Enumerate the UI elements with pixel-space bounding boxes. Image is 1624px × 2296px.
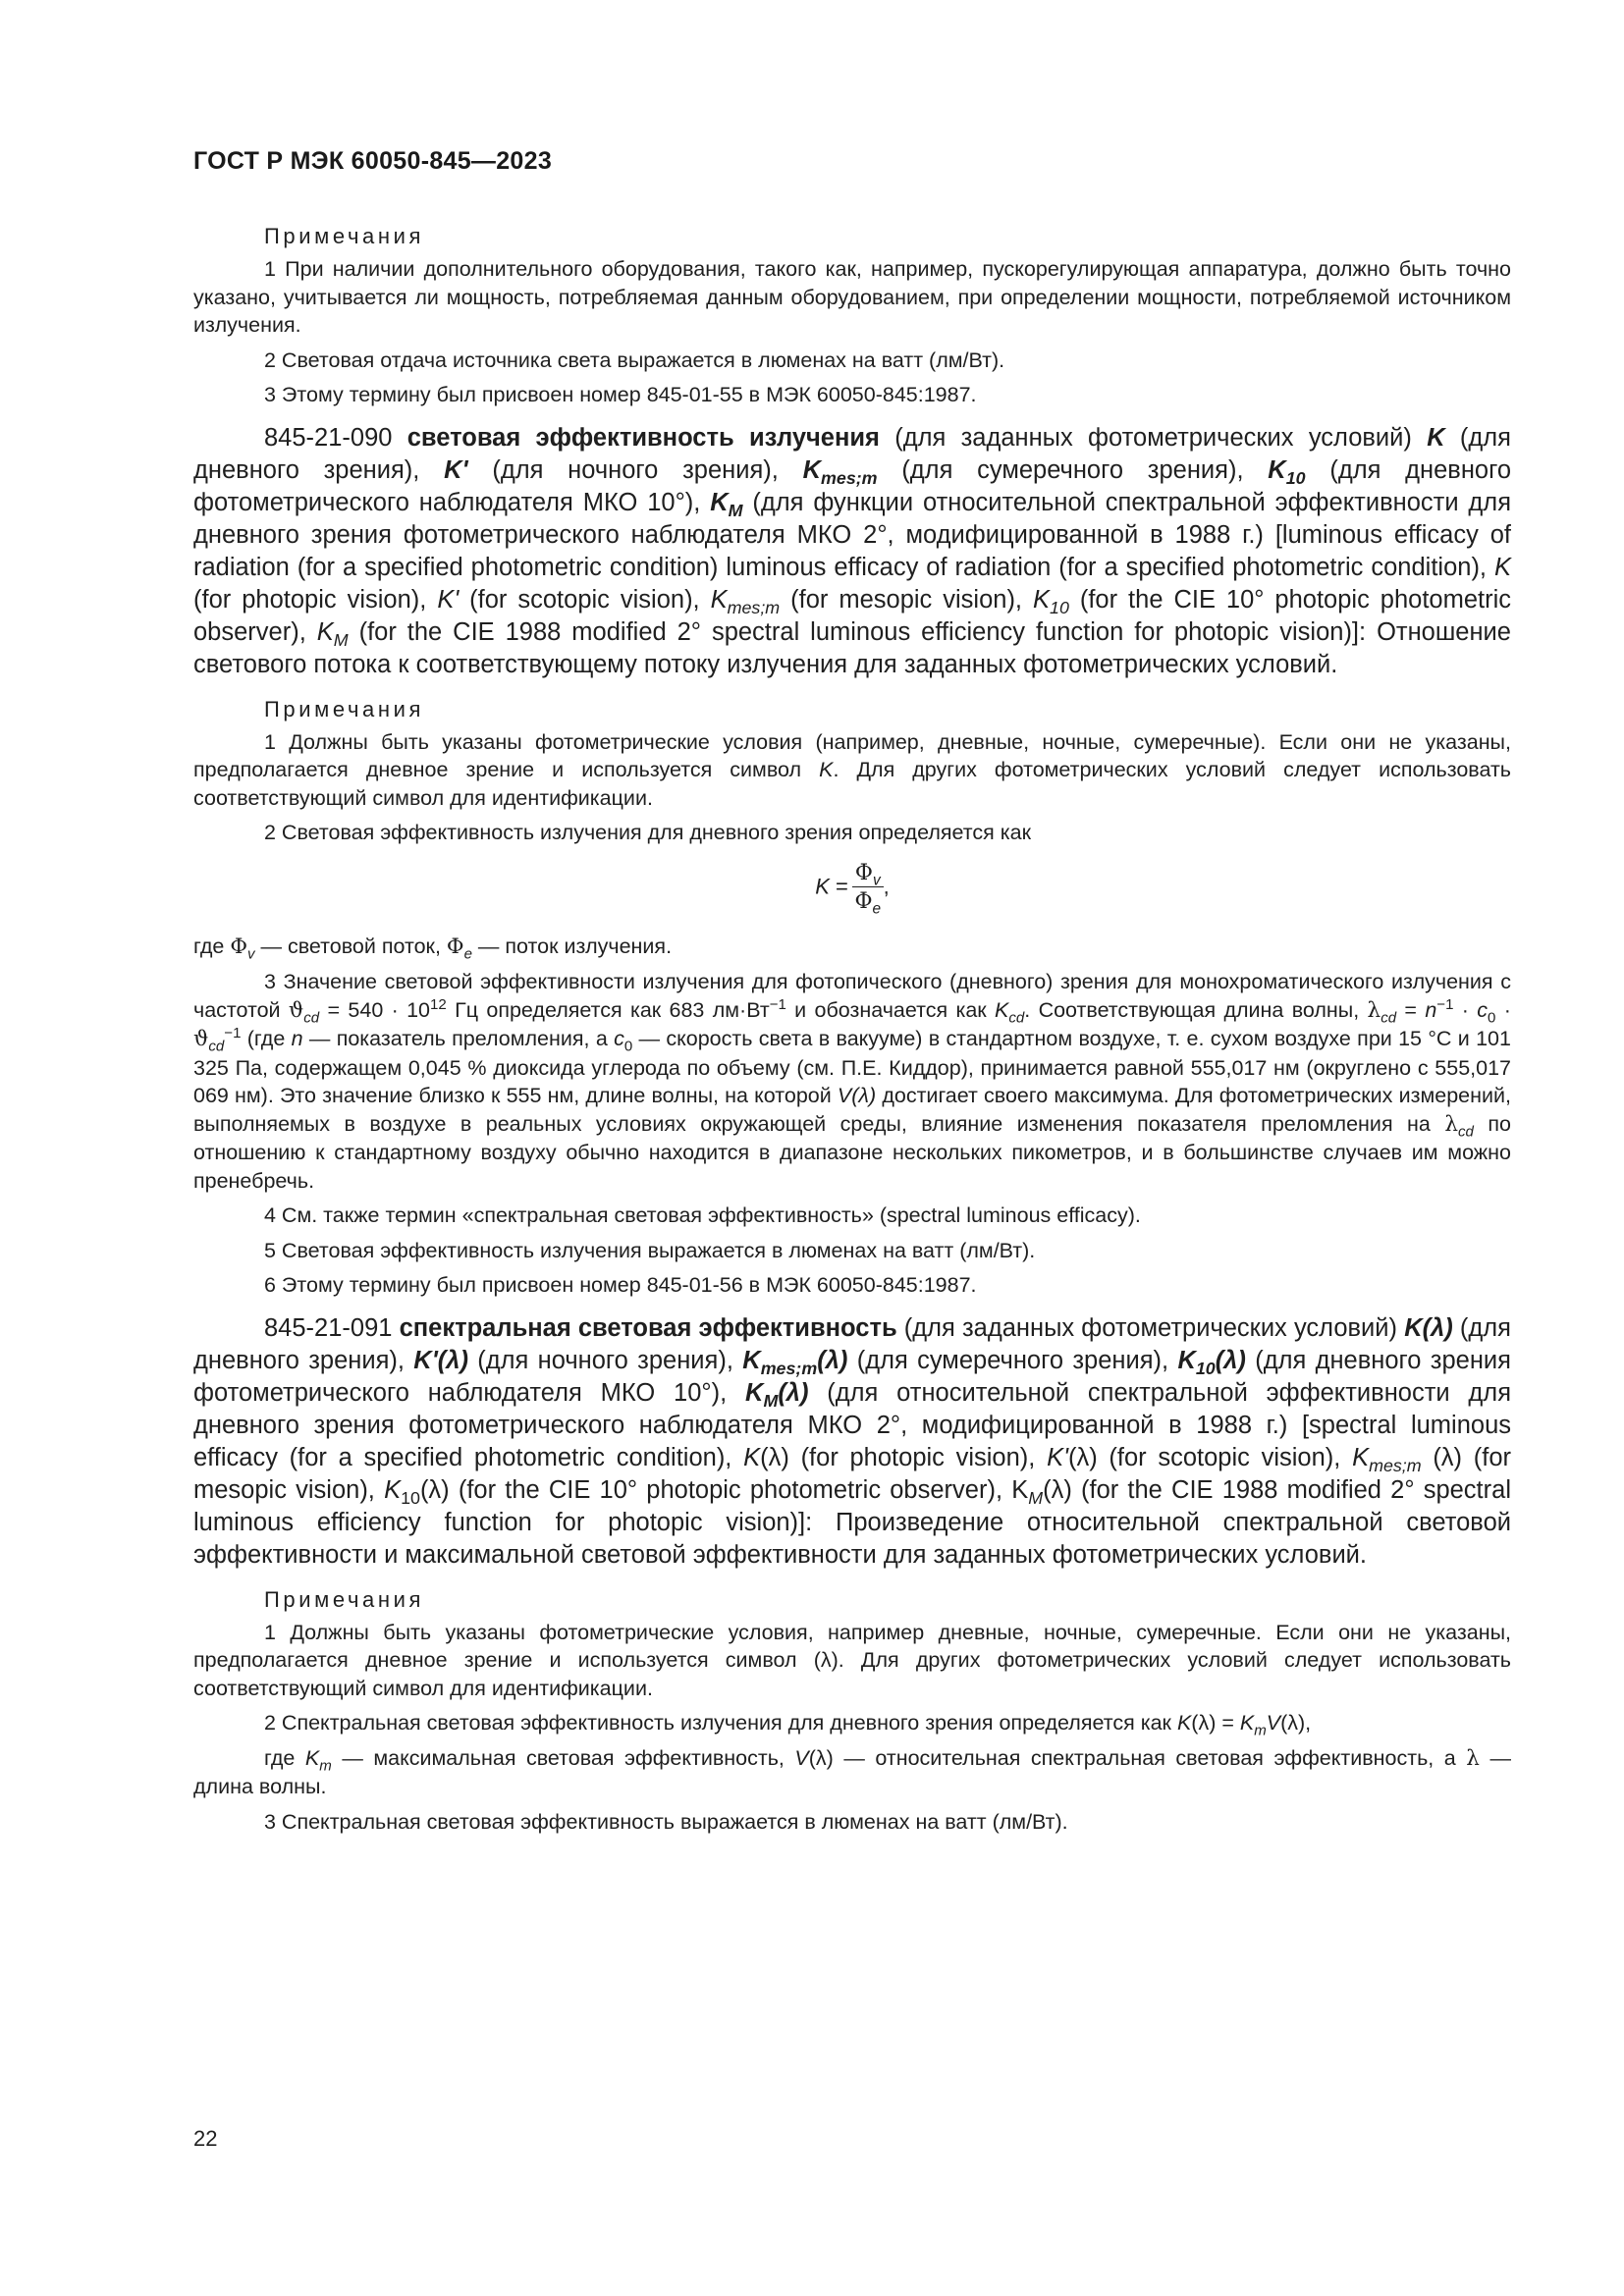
symbol-subscript: m xyxy=(319,1756,332,1774)
symbol-base: K xyxy=(710,488,729,516)
note-2 xyxy=(193,1709,1511,1737)
symbol-subscript: e xyxy=(463,944,472,962)
text: (для сумеречного зрения), xyxy=(901,455,1244,484)
symbol-k-prime-lambda: K'(λ) xyxy=(413,1346,468,1374)
symbol-k-prime: K' xyxy=(437,585,460,614)
text: (for the CIE 10° photopic photometric observer), xyxy=(458,1475,1003,1504)
page-number: 22 xyxy=(193,2126,218,2151)
symbol-lambda-arg: (λ) xyxy=(1433,1443,1463,1471)
term-number: 845-21-090 xyxy=(264,423,393,452)
symbol-subscript: cd xyxy=(1008,1008,1025,1026)
symbol-subscript: v xyxy=(872,871,881,888)
symbol-subscript: m xyxy=(1254,1722,1267,1739)
note-2: 2 Световая эффективность излучения для дневного зрения определяется как xyxy=(264,821,1031,844)
symbol-lambda-arg: (λ) xyxy=(1215,1346,1246,1374)
text: (для ночного зрения), xyxy=(492,455,779,484)
text: . Соответствующая длина волны, xyxy=(1024,997,1360,1022)
text: 1 Должны быть указаны фотометрические условия, например дневные, ночные, сумеречные. Если они не указаны, предполагается дневное зрение и используется символ xyxy=(193,1620,1511,1672)
symbol-lambda-arg: (λ) xyxy=(1043,1475,1072,1504)
symbol-k: K xyxy=(1239,1711,1255,1735)
text: . Для других фотометрических условий следует использовать соответствующий символ для идентификации. xyxy=(193,758,1511,810)
term-title: световая эффективность излучения xyxy=(406,423,880,452)
text: — поток излучения. xyxy=(477,934,673,958)
text: · xyxy=(1503,997,1511,1022)
note-2: 2 Световая отдача источника света выражается в люменах на ватт (лм/Вт). xyxy=(264,347,1005,372)
symbol-base: K xyxy=(745,1378,764,1407)
text: — длина волны. xyxy=(193,1745,1511,1798)
symbol-base: K xyxy=(316,617,334,646)
symbol-lambda-arg: (λ) xyxy=(760,1443,789,1471)
text: (для функции относительной спектральной эффективности для дневного зрения фотометрического наблюдателя МКО 2°, модифицированной в 1988 г.) xyxy=(193,488,1511,549)
superscript: −1 xyxy=(1436,995,1454,1013)
symbol-subscript: mes;m xyxy=(821,467,878,488)
symbol-lambda-arg: (λ) xyxy=(808,1745,834,1770)
text: (где xyxy=(246,1027,286,1050)
text: (for scotopic vision), xyxy=(1109,1443,1341,1471)
symbol-km xyxy=(316,617,349,650)
text: — максимальная световая эффективность, xyxy=(342,1745,785,1770)
text: — световой поток, xyxy=(260,934,441,958)
text: 3 Значение световой эффективности излучения для фотопического (дневного) зрения для монохроматического излучения с частотой xyxy=(193,970,1511,1022)
symbol-lambda-arg: (λ) xyxy=(419,1475,450,1504)
symbol-subscript: M xyxy=(763,1390,779,1411)
symbol-v: V xyxy=(837,1084,852,1107)
note-1: 1 При наличии дополнительного оборудования, такого как, например, пускорегулирующая аппаратура, должно быть точно указано, учитывается ли мощность, потребляемая данным оборудованием, при определении мощности, потребляемой источником излучения. xyxy=(193,257,1511,337)
phi-symbol: Φ xyxy=(230,934,248,959)
symbol-base: K xyxy=(742,1346,761,1374)
symbol-subscript: 0 xyxy=(623,1038,633,1055)
text: Гц определяется как 683 лм·Вт xyxy=(455,997,770,1022)
symbol-subscript: 10 xyxy=(1285,467,1306,488)
symbol-lambda-arg: (λ) xyxy=(813,1648,839,1672)
text: — скорость света в вакууме) в стандартном воздухе, т. е. сухом воздухе при 15 °C и 101 325 Па, содержащем 0,045 % диоксида углерода по объему (см. П.Е. Киддор), принимается равной 555,017 нм (округлено с 555,017 069 нм). Это значение близко к 555 нм, длине волны, на которой xyxy=(193,1027,1511,1107)
text: достигает своего максимума. Для фотометрических измерений, выполняемых в воздухе в реальных условиях окружающей среды, влияние изменения показателя преломления на xyxy=(193,1084,1511,1136)
text: и обозначается как xyxy=(794,997,987,1022)
symbol-k: K xyxy=(995,997,1009,1022)
symbol-subscript: v xyxy=(247,944,255,962)
symbol-base: K xyxy=(1268,455,1286,484)
symbol-subscript: 10 xyxy=(401,1487,420,1508)
symbol-subscript: M xyxy=(1028,1487,1044,1508)
symbol-k-prime: K' xyxy=(1047,1443,1068,1471)
symbol-base: K xyxy=(710,585,728,614)
notes-heading: Примечания xyxy=(264,224,425,248)
term-845-21-091 xyxy=(193,1312,1511,1572)
text: (для сумеречного зрения), xyxy=(856,1346,1169,1374)
symbol-k: K xyxy=(384,1475,402,1504)
phi-symbol: Φ xyxy=(446,934,464,959)
symbol-n: n xyxy=(1425,997,1437,1022)
notes-heading: Примечания xyxy=(264,696,425,721)
text: (for the CIE 1988 modified 2° spectral luminous efficiency function for photopic vision)]: xyxy=(358,617,1367,646)
text: (for the CIE 1988 modified 2° spectral luminous efficiency function for photopic vision)]: xyxy=(193,1475,1511,1536)
text: (λ) = xyxy=(1191,1711,1234,1735)
symbol-subscript: 0 xyxy=(1488,1008,1496,1026)
text: где xyxy=(264,1745,296,1770)
text: = xyxy=(1404,997,1417,1022)
lambda-symbol: λ xyxy=(1444,1111,1459,1137)
symbol-km-lambda xyxy=(745,1378,809,1411)
symbol-k: K xyxy=(1493,553,1511,581)
text: (for scotopic vision), xyxy=(469,585,700,614)
text: (для ночного зрения), xyxy=(477,1346,733,1374)
superscript: 12 xyxy=(430,995,447,1013)
formula-comma: , xyxy=(883,873,890,898)
symbol-base: K xyxy=(1177,1346,1196,1374)
symbol-subscript: mes;m xyxy=(760,1358,818,1378)
text: (для дневного зрения), xyxy=(193,1313,1511,1374)
symbol-subscript: M xyxy=(728,500,743,520)
text: · xyxy=(1461,997,1469,1022)
text: (for the CIE 10° photopic photometric observer), xyxy=(193,585,1512,646)
symbol-lambda-arg: (λ) xyxy=(778,1378,809,1407)
text: (for photopic vision), xyxy=(193,585,427,614)
symbol-k: K xyxy=(1011,1475,1029,1504)
symbol-k: K xyxy=(1176,1711,1192,1735)
symbol-k-mes xyxy=(710,585,781,617)
symbol-k: K xyxy=(743,1443,761,1471)
symbol-subscript: M xyxy=(333,629,349,650)
symbol-subscript: mes;m xyxy=(1369,1455,1422,1475)
formula-denominator xyxy=(852,887,884,915)
text: (для дневного зрения), xyxy=(193,423,1511,484)
text: 2 Спектральная световая эффективность излучения для дневного зрения определяется как xyxy=(264,1711,1171,1735)
phi-symbol: Φ xyxy=(854,888,873,914)
symbol-v: V xyxy=(794,1745,809,1770)
term-definition: Произведение относительной спектральной световой эффективности и максимальной световой эффективности для заданных фотометрических условий. xyxy=(193,1508,1511,1569)
symbol-subscript: mes;m xyxy=(727,597,781,617)
symbol-k: K xyxy=(1427,423,1445,452)
text: (for photopic vision), xyxy=(800,1443,1036,1471)
symbol-v: V xyxy=(1266,1711,1281,1735)
text: (λ), xyxy=(1280,1711,1312,1735)
text: — показатель преломления, а xyxy=(308,1027,608,1050)
text: (для дневного фотометрического наблюдателя МКО 10°), xyxy=(193,455,1512,516)
text: (для относительной спектральной эффективности для дневного зрения фотометрического наблюдателя МКО 2°, модифицированной в 1988 г.) [spectral luminous efficacy (for a specified photometric condition), xyxy=(193,1378,1511,1471)
superscript: −1 xyxy=(224,1024,242,1041)
note-3: 3 Спектральная световая эффективность выражается в люменах на ватт (лм/Вт). xyxy=(264,1809,1068,1834)
term-definition: Отношение светового потока к соответствующему потоку излучения для заданных фотометрических условий. xyxy=(193,617,1511,678)
symbol-k10 xyxy=(1268,455,1306,488)
text: (for mesopic vision), xyxy=(193,1443,1511,1504)
text: = 540 · 10 xyxy=(327,997,430,1022)
note-2-where xyxy=(193,1744,1511,1801)
symbol-k: K xyxy=(304,1745,320,1770)
lambda-symbol: λ xyxy=(1466,1745,1480,1771)
symbol-lambda-arg: (λ) xyxy=(851,1084,877,1107)
text: по отношению к стандартному воздуху обычно находится в диапазоне нескольких пикометров, и в большинстве случаев им можно пренебречь. xyxy=(193,1111,1512,1193)
english-term: [luminous efficacy of radiation (for a specified photometric condition) luminous efficacy of radiation (for a specified photometric condition), xyxy=(193,520,1511,581)
term-number: 845-21-091 xyxy=(264,1313,393,1342)
symbol-k10-lambda xyxy=(1177,1346,1246,1378)
text: (for mesopic vision), xyxy=(790,585,1023,614)
formula-equals: = xyxy=(836,873,848,898)
symbol-k-lambda: K(λ) xyxy=(1404,1313,1453,1342)
lambda-symbol: λ xyxy=(1367,997,1381,1023)
symbol-subscript: e xyxy=(872,899,882,917)
superscript: −1 xyxy=(769,995,786,1013)
symbol-subscript: 10 xyxy=(1195,1358,1216,1378)
term-845-21-090 xyxy=(193,422,1511,681)
formula-k xyxy=(193,861,1511,915)
formula-numerator xyxy=(852,861,884,887)
symbol-k: K xyxy=(1352,1443,1370,1471)
text: . Для других фотометрических условий следует использовать соответствующий символ для идентификации. xyxy=(193,1648,1511,1700)
note-4: 4 См. также термин «спектральная световая эффективность» (spectral luminous efficacy). xyxy=(264,1203,1141,1227)
symbol-k-mes-lambda xyxy=(742,1346,848,1378)
symbol-km xyxy=(710,488,743,520)
symbol-subscript: 10 xyxy=(1050,597,1069,617)
text: — относительная спектральная световая эффективность, а xyxy=(843,1745,1456,1770)
symbol-c: c xyxy=(1477,997,1489,1022)
symbol-k: K xyxy=(819,758,834,781)
note-6: 6 Этому термину был присвоен номер 845-01-56 в МЭК 60050-845:1987. xyxy=(264,1273,977,1297)
note-5: 5 Световая эффективность излучения выражается в люменах на ватт (лм/Вт). xyxy=(264,1238,1036,1262)
text: 1 Должны быть указаны фотометрические условия (например, дневные, ночные, сумеречные). Если они не указаны, предполагается дневное зрение и используется символ xyxy=(193,729,1511,781)
symbol-c: c xyxy=(614,1027,624,1050)
symbol-lambda-arg: (λ) xyxy=(1067,1443,1098,1471)
term-title: спектральная световая эффективность xyxy=(399,1313,897,1342)
symbol-k10 xyxy=(1033,585,1069,617)
symbol-subscript: cd xyxy=(303,1008,320,1026)
symbol-k-mes xyxy=(802,455,878,488)
standard-header: ГОСТ Р МЭК 60050-845—2023 xyxy=(193,147,553,175)
phi-symbol: Φ xyxy=(854,860,873,885)
symbol-subscript: cd xyxy=(208,1038,225,1055)
symbol-subscript: cd xyxy=(1458,1122,1474,1140)
symbol-lambda-arg: (λ) xyxy=(817,1346,848,1374)
symbol-n: n xyxy=(291,1027,303,1050)
theta-symbol: ϑ xyxy=(288,997,304,1023)
note-1 xyxy=(193,1619,1511,1703)
formula-where xyxy=(193,933,1511,962)
term-condition: (для заданных фотометрических условий) xyxy=(903,1313,1398,1342)
symbol-base: K xyxy=(802,455,822,484)
term-condition: (для заданных фотометрических условий) xyxy=(894,423,1412,452)
symbol-k-prime: K' xyxy=(444,455,468,484)
formula-lhs: K xyxy=(815,873,830,898)
note-3 xyxy=(193,968,1511,1195)
symbol-base: K xyxy=(1033,585,1051,614)
formula-fraction xyxy=(852,861,884,915)
notes-heading: Примечания xyxy=(264,1586,425,1612)
page-content xyxy=(193,223,1511,1836)
symbol-subscript: cd xyxy=(1380,1008,1397,1026)
text: (для дневного зрения фотометрического наблюдателя МКО 10°), xyxy=(193,1346,1511,1407)
theta-symbol: ϑ xyxy=(193,1027,209,1051)
text: где xyxy=(193,934,225,958)
note-1 xyxy=(193,728,1511,813)
note-3: 3 Этому термину был присвоен номер 845-01-55 в МЭК 60050-845:1987. xyxy=(264,383,977,406)
